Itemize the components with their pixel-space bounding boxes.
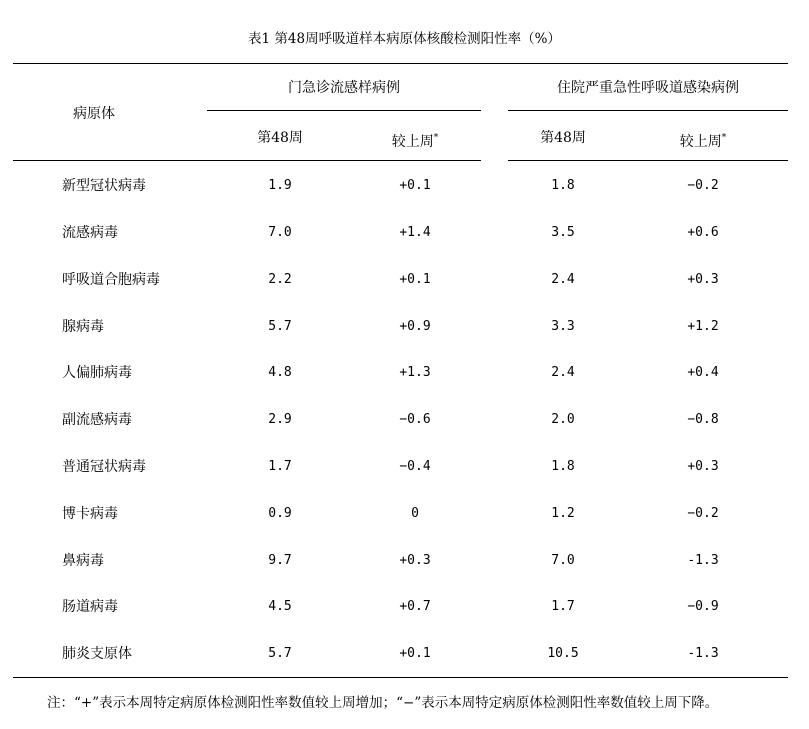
inpatient-week-value: 1.7 xyxy=(551,599,575,614)
pathogen-name: 鼻病毒 xyxy=(62,553,104,569)
header-rule-right xyxy=(508,160,788,161)
inpatient-week-value: 2.4 xyxy=(551,365,575,380)
inpatient-change-value: −0.8 xyxy=(687,412,719,427)
inpatient-week-header: 第48周 xyxy=(540,130,586,146)
outpatient-change-header xyxy=(365,128,465,152)
outpatient-week-value: 4.8 xyxy=(268,365,292,380)
pathogen-name: 流感病毒 xyxy=(62,225,118,241)
inpatient-week-value: 1.8 xyxy=(551,459,575,474)
outpatient-change-value: +1.4 xyxy=(399,225,431,240)
inpatient-week-value: 1.2 xyxy=(551,506,575,521)
inpatient-change-header xyxy=(653,128,753,152)
outpatient-change-value: +0.1 xyxy=(399,646,431,661)
inpatient-change-value: -1.3 xyxy=(687,646,719,661)
outpatient-change-value: −0.6 xyxy=(399,412,431,427)
asterisk-mark: * xyxy=(433,133,439,143)
outpatient-week-value: 2.9 xyxy=(268,412,292,427)
outpatient-change-value: +0.9 xyxy=(399,319,431,334)
table-title: 表1 第48周呼吸道样本病原体核酸检测阳性率（%） xyxy=(248,31,561,47)
inpatient-change-value: +0.6 xyxy=(687,225,719,240)
inpatient-group-rule xyxy=(508,110,788,111)
pathogen-name: 肠道病毒 xyxy=(62,599,118,615)
inpatient-week-value: 2.4 xyxy=(551,272,575,287)
pathogen-name: 新型冠状病毒 xyxy=(62,178,146,194)
change-header-label: 较上周 xyxy=(679,134,722,150)
inpatient-week-value: 1.8 xyxy=(551,178,575,193)
outpatient-change-value: 0 xyxy=(411,506,419,521)
inpatient-change-value: −0.9 xyxy=(687,599,719,614)
pathogen-name: 呼吸道合胞病毒 xyxy=(62,272,160,288)
outpatient-change-value: +0.1 xyxy=(399,272,431,287)
inpatient-change-value: +0.3 xyxy=(687,272,719,287)
inpatient-week-value: 10.5 xyxy=(547,646,579,661)
change-header-label: 较上周 xyxy=(391,134,434,150)
table-note: 注：“+”表示本周特定病原体检测阳性率数值较上周增加；“−”表示本周特定病原体检测阳性率数值较上周下降。 xyxy=(47,695,719,711)
inpatient-change-value: −0.2 xyxy=(687,506,719,521)
outpatient-group-rule xyxy=(207,110,481,111)
inpatient-week-value: 7.0 xyxy=(551,553,575,568)
outpatient-week-value: 1.7 xyxy=(268,459,292,474)
outpatient-change-value: +1.3 xyxy=(399,365,431,380)
outpatient-change-value: −0.4 xyxy=(399,459,431,474)
outpatient-week-value: 0.9 xyxy=(268,506,292,521)
asterisk-mark: * xyxy=(721,133,727,143)
pathogen-name: 肺炎支原体 xyxy=(62,646,132,662)
inpatient-group-header: 住院严重急性呼吸道感染病例 xyxy=(557,80,739,96)
top-rule xyxy=(13,63,788,64)
pathogen-name: 普通冠状病毒 xyxy=(62,459,146,475)
outpatient-change-value: +0.1 xyxy=(399,178,431,193)
outpatient-week-value: 7.0 xyxy=(268,225,292,240)
pathogen-name: 副流感病毒 xyxy=(62,412,132,428)
pathogen-name: 腺病毒 xyxy=(62,319,104,335)
outpatient-week-value: 1.9 xyxy=(268,178,292,193)
outpatient-change-value: +0.7 xyxy=(399,599,431,614)
inpatient-week-value: 3.3 xyxy=(551,319,575,334)
pathogen-name: 博卡病毒 xyxy=(62,506,118,522)
outpatient-week-value: 2.2 xyxy=(268,272,292,287)
outpatient-week-header: 第48周 xyxy=(257,130,303,146)
inpatient-change-value: -1.3 xyxy=(687,553,719,568)
pathogen-header: 病原体 xyxy=(73,106,115,122)
outpatient-change-value: +0.3 xyxy=(399,553,431,568)
inpatient-change-value: −0.2 xyxy=(687,178,719,193)
inpatient-change-value: +1.2 xyxy=(687,319,719,334)
header-rule-left xyxy=(13,160,481,161)
pathogen-name: 人偏肺病毒 xyxy=(62,365,132,381)
inpatient-week-value: 2.0 xyxy=(551,412,575,427)
outpatient-group-header: 门急诊流感样病例 xyxy=(288,80,400,96)
inpatient-change-value: +0.4 xyxy=(687,365,719,380)
outpatient-week-value: 4.5 xyxy=(268,599,292,614)
inpatient-change-value: +0.3 xyxy=(687,459,719,474)
outpatient-week-value: 9.7 xyxy=(268,553,292,568)
outpatient-week-value: 5.7 xyxy=(268,319,292,334)
bottom-rule xyxy=(13,677,788,678)
outpatient-week-value: 5.7 xyxy=(268,646,292,661)
inpatient-week-value: 3.5 xyxy=(551,225,575,240)
